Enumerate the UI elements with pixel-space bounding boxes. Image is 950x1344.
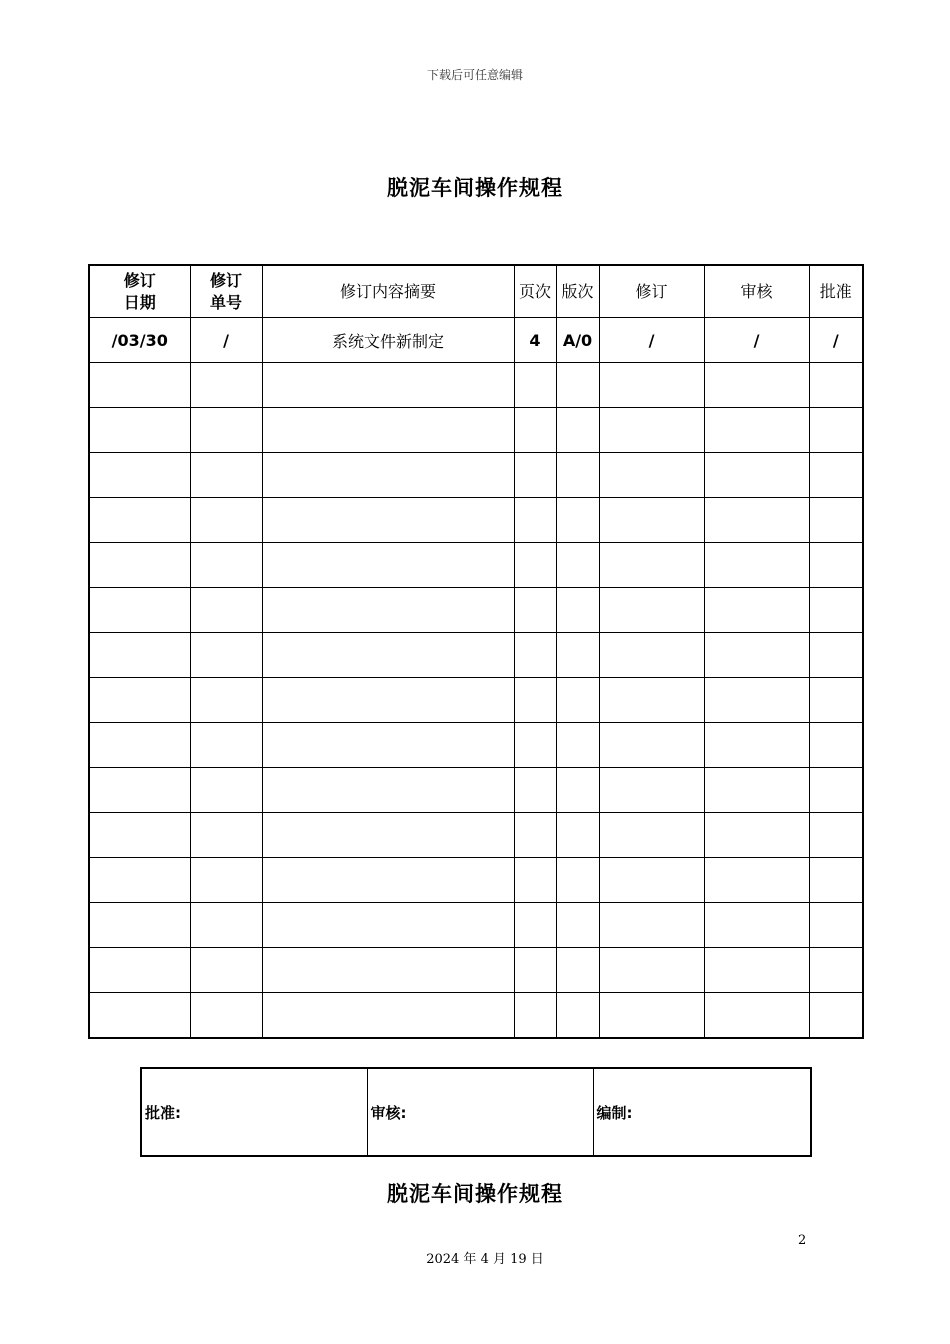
empty-cell[interactable]	[262, 903, 514, 948]
empty-cell[interactable]	[262, 858, 514, 903]
empty-cell[interactable]	[704, 993, 809, 1039]
header-note: 下载后可任意编辑	[426, 68, 523, 82]
empty-cell[interactable]	[514, 633, 556, 678]
empty-cell[interactable]	[809, 948, 863, 993]
empty-cell[interactable]	[809, 543, 863, 588]
empty-cell[interactable]	[262, 588, 514, 633]
empty-cell[interactable]	[514, 948, 556, 993]
empty-cell[interactable]	[599, 858, 704, 903]
empty-cell[interactable]	[599, 543, 704, 588]
empty-cell[interactable]	[514, 903, 556, 948]
empty-cell[interactable]	[190, 858, 262, 903]
empty-cell[interactable]	[556, 903, 599, 948]
empty-cell[interactable]	[556, 408, 599, 453]
table-row-empty	[89, 723, 863, 768]
header-revision-order-line2: 单号	[209, 292, 242, 312]
table-row-empty	[89, 948, 863, 993]
empty-cell[interactable]	[89, 633, 190, 678]
empty-cell[interactable]	[599, 678, 704, 723]
empty-cell[interactable]	[809, 633, 863, 678]
header-revision-order	[190, 265, 262, 318]
table-row-empty	[89, 903, 863, 948]
table-row-empty	[89, 813, 863, 858]
header-summary: 修订内容摘要	[262, 265, 514, 318]
empty-cell[interactable]	[809, 723, 863, 768]
empty-cell[interactable]	[262, 453, 514, 498]
empty-cell[interactable]	[809, 408, 863, 453]
cell-summary: 系统文件新制定	[262, 318, 514, 363]
empty-cell[interactable]	[89, 408, 190, 453]
table-row-empty	[89, 993, 863, 1039]
empty-cell[interactable]	[556, 678, 599, 723]
empty-cell[interactable]	[599, 903, 704, 948]
empty-cell[interactable]	[514, 543, 556, 588]
table-row-empty	[89, 543, 863, 588]
empty-cell[interactable]	[89, 678, 190, 723]
empty-cell[interactable]	[89, 813, 190, 858]
empty-cell[interactable]	[704, 588, 809, 633]
empty-cell[interactable]	[190, 363, 262, 408]
empty-cell[interactable]	[190, 498, 262, 543]
empty-cell[interactable]	[704, 768, 809, 813]
header-revision-date-line2: 日期	[123, 292, 156, 312]
empty-cell[interactable]	[262, 678, 514, 723]
empty-cell[interactable]	[190, 948, 262, 993]
empty-cell[interactable]	[514, 813, 556, 858]
empty-cell[interactable]	[190, 408, 262, 453]
signoff-row	[141, 1068, 811, 1156]
empty-cell[interactable]	[262, 813, 514, 858]
empty-cell[interactable]	[704, 498, 809, 543]
table-row-empty	[89, 633, 863, 678]
revision-table-header	[89, 265, 863, 318]
empty-cell[interactable]	[809, 813, 863, 858]
empty-cell[interactable]	[599, 363, 704, 408]
empty-cell[interactable]	[190, 993, 262, 1039]
empty-cell[interactable]	[556, 723, 599, 768]
empty-cell[interactable]	[599, 633, 704, 678]
page-title: 脱泥车间操作规程	[387, 176, 563, 200]
table-row-empty	[89, 408, 863, 453]
empty-cell[interactable]	[704, 543, 809, 588]
empty-cell[interactable]	[599, 768, 704, 813]
empty-cell[interactable]	[809, 588, 863, 633]
empty-cell[interactable]	[704, 903, 809, 948]
empty-cell[interactable]	[262, 723, 514, 768]
empty-cell[interactable]	[514, 498, 556, 543]
empty-cell[interactable]	[262, 993, 514, 1039]
section-title: 脱泥车间操作规程	[387, 1182, 563, 1206]
header-review: 审核	[704, 265, 809, 318]
signoff-approve-field[interactable]: 批准:	[141, 1068, 367, 1156]
empty-cell[interactable]	[262, 543, 514, 588]
empty-cell[interactable]	[514, 858, 556, 903]
empty-cell[interactable]	[556, 543, 599, 588]
empty-cell[interactable]	[556, 858, 599, 903]
table-row-empty	[89, 588, 863, 633]
empty-cell[interactable]	[556, 633, 599, 678]
empty-cell[interactable]	[809, 768, 863, 813]
empty-cell[interactable]	[514, 588, 556, 633]
table-row-empty	[89, 363, 863, 408]
table-row	[89, 318, 863, 363]
empty-cell[interactable]	[514, 678, 556, 723]
header-approve: 批准	[809, 265, 863, 318]
empty-cell[interactable]	[556, 498, 599, 543]
empty-cell[interactable]	[556, 588, 599, 633]
empty-cell[interactable]	[190, 453, 262, 498]
empty-cell[interactable]	[514, 408, 556, 453]
page-number: 2	[798, 1233, 807, 1248]
empty-cell[interactable]	[262, 498, 514, 543]
empty-cell[interactable]	[89, 858, 190, 903]
empty-cell[interactable]	[704, 813, 809, 858]
empty-cell[interactable]	[809, 498, 863, 543]
empty-cell[interactable]	[190, 813, 262, 858]
table-row-empty	[89, 678, 863, 723]
signoff-table	[140, 1067, 812, 1157]
empty-cell[interactable]	[599, 948, 704, 993]
empty-cell[interactable]	[556, 993, 599, 1039]
empty-cell[interactable]	[809, 993, 863, 1039]
empty-cell[interactable]	[704, 363, 809, 408]
cell-version: A/0	[556, 318, 599, 363]
empty-cell[interactable]	[89, 543, 190, 588]
empty-cell[interactable]	[262, 363, 514, 408]
table-row-empty	[89, 768, 863, 813]
cell-revision-order: /	[190, 318, 262, 363]
signoff-review-field[interactable]: 审核:	[367, 1068, 593, 1156]
empty-cell[interactable]	[599, 723, 704, 768]
cell-revision-date: /03/30	[89, 318, 190, 363]
empty-cell[interactable]	[89, 363, 190, 408]
header-revision-date-line1: 修订	[123, 270, 156, 290]
empty-cell[interactable]	[809, 858, 863, 903]
empty-cell[interactable]	[704, 858, 809, 903]
empty-cell[interactable]	[89, 903, 190, 948]
header-revision-order-line1: 修订	[209, 270, 242, 290]
empty-cell[interactable]	[556, 768, 599, 813]
empty-cell[interactable]	[514, 768, 556, 813]
cell-approve: /	[809, 318, 863, 363]
empty-cell[interactable]	[599, 813, 704, 858]
empty-cell[interactable]	[89, 588, 190, 633]
empty-cell[interactable]	[262, 948, 514, 993]
empty-cell[interactable]	[556, 453, 599, 498]
empty-cell[interactable]	[190, 723, 262, 768]
empty-cell[interactable]	[809, 903, 863, 948]
empty-cell[interactable]	[556, 948, 599, 993]
empty-cell[interactable]	[190, 588, 262, 633]
cell-review: /	[704, 318, 809, 363]
empty-cell[interactable]	[190, 903, 262, 948]
table-row-empty	[89, 498, 863, 543]
footer-date: 2024 年 4 月 19 日	[426, 1252, 544, 1267]
empty-cell[interactable]	[704, 408, 809, 453]
empty-cell[interactable]	[704, 453, 809, 498]
empty-cell[interactable]	[556, 363, 599, 408]
cell-page: 4	[514, 318, 556, 363]
empty-cell[interactable]	[190, 768, 262, 813]
empty-cell[interactable]	[809, 363, 863, 408]
empty-cell[interactable]	[514, 723, 556, 768]
table-row-empty	[89, 453, 863, 498]
header-revision-date	[89, 265, 190, 318]
empty-cell[interactable]	[556, 813, 599, 858]
empty-cell[interactable]	[809, 678, 863, 723]
empty-cell[interactable]	[514, 993, 556, 1039]
empty-cell[interactable]	[704, 678, 809, 723]
empty-cell[interactable]	[89, 723, 190, 768]
empty-cell[interactable]	[262, 408, 514, 453]
revision-table	[88, 264, 864, 1039]
empty-cell[interactable]	[599, 408, 704, 453]
empty-cell[interactable]	[190, 678, 262, 723]
empty-cell[interactable]	[262, 768, 514, 813]
empty-cell[interactable]	[704, 633, 809, 678]
empty-cell[interactable]	[599, 498, 704, 543]
empty-cell[interactable]	[704, 948, 809, 993]
header-page: 页次	[514, 265, 556, 318]
empty-cell[interactable]	[89, 453, 190, 498]
signoff-compile-field[interactable]: 编制:	[593, 1068, 811, 1156]
table-row-empty	[89, 858, 863, 903]
header-version: 版次	[556, 265, 599, 318]
empty-cell[interactable]	[190, 633, 262, 678]
empty-cell[interactable]	[89, 498, 190, 543]
empty-cell[interactable]	[599, 993, 704, 1039]
empty-cell[interactable]	[89, 948, 190, 993]
empty-cell[interactable]	[89, 768, 190, 813]
empty-cell[interactable]	[704, 723, 809, 768]
empty-cell[interactable]	[190, 543, 262, 588]
empty-cell[interactable]	[809, 453, 863, 498]
header-revise: 修订	[599, 265, 704, 318]
empty-cell[interactable]	[599, 588, 704, 633]
cell-revise: /	[599, 318, 704, 363]
empty-cell[interactable]	[514, 363, 556, 408]
empty-cell[interactable]	[514, 453, 556, 498]
empty-cell[interactable]	[262, 633, 514, 678]
empty-cell[interactable]	[89, 993, 190, 1039]
empty-cell[interactable]	[599, 453, 704, 498]
